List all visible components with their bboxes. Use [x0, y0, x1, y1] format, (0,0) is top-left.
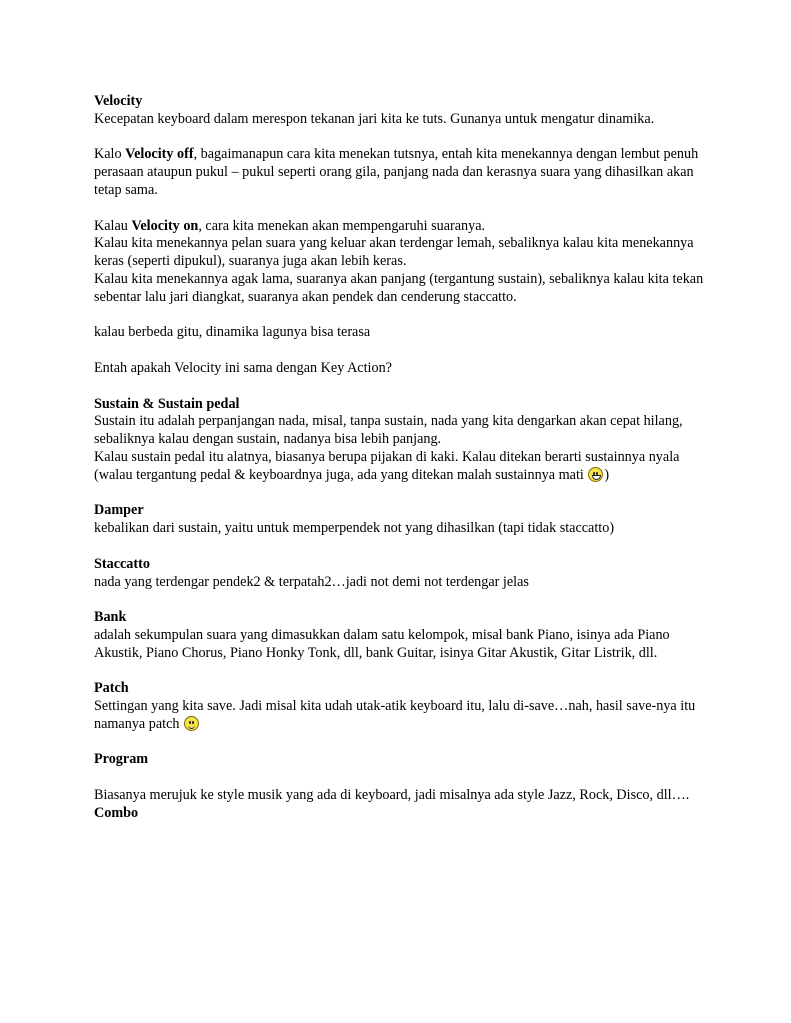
staccatto-definition: nada yang terdengar pendek2 & terpatah2…jadi not demi not terdengar jelas [94, 573, 529, 590]
sustain-definition: Sustain itu adalah perpanjangan nada, misal, tanpa sustain, nada yang kita dengarkan akan cepat hilang, sebaliknya kalau dengan sustain, nadanya bisa lebih panjang. [94, 413, 683, 448]
section-damper [94, 502, 704, 538]
heading-program: Program [94, 751, 149, 768]
heading-damper: Damper [94, 502, 144, 519]
velocity-off-paragraph [94, 146, 704, 199]
text-run: , cara kita menekan akan mempengaruhi suaranya. [198, 217, 486, 234]
laughing-smiley-icon [588, 467, 603, 482]
heading-bank: Bank [94, 609, 127, 626]
velocity-on-paragraph [94, 218, 704, 307]
velocity-on-soft-hard: Kalau kita menekannya pelan suara yang keluar akan terdengar lemah, sebaliknya kalau kita menekannya keras (seperti dipukul), suaranya juga akan lebih keras. [94, 235, 694, 270]
section-patch [94, 680, 704, 733]
section-sustain [94, 396, 704, 485]
text-run: Kalau [94, 217, 132, 234]
heading-combo: Combo [94, 804, 139, 821]
text-run: Kalo [94, 146, 126, 163]
paragraph: kalau berbeda gitu, dinamika lagunya bisa terasa [94, 324, 371, 341]
heading-staccatto: Staccatto [94, 555, 150, 572]
heading-patch: Patch [94, 680, 129, 697]
velocity-off-label: Velocity off [125, 146, 194, 163]
text-run: Settingan yang kita save. Jadi misal kita udah utak-atik keyboard itu, lalu di-save…nah, hasil save-nya itu namanya patch [94, 698, 696, 732]
heading-sustain: Sustain & Sustain pedal [94, 395, 240, 412]
text-run: ) [604, 466, 610, 483]
section-staccatto [94, 556, 704, 592]
velocity-on-long-short: Kalau kita menekannya agak lama, suaranya akan panjang (tergantung sustain), sebaliknya kalau kita tekan sebentar lalu jari diangkat, suaranya akan pendek dan cenderung staccatto. [94, 270, 704, 305]
patch-definition [94, 698, 704, 734]
velocity-key-action-question [94, 360, 704, 378]
velocity-dynamics-note [94, 324, 704, 342]
program-definition: Biasanya merujuk ke style musik yang ada di keyboard, jadi misalnya ada style Jazz, Rock, Disco, dll…. [94, 787, 690, 804]
text-run: , bagaimanapun cara kita menekan tutsnya, entah kita menekannya dengan lembut penuh perasaan ataupun pukul – pukul seperti orang gila, panjang nada dan kerasnya suara yang dihasilkan akan tetap sama. [94, 146, 699, 198]
document-body [94, 93, 704, 823]
heading-velocity: Velocity [94, 93, 143, 109]
smiley-icon [184, 716, 199, 731]
sustain-pedal-text [94, 449, 704, 485]
program-definition-block [94, 787, 704, 823]
paragraph: Entah apakah Velocity ini sama dengan Key Action? [94, 359, 392, 376]
section-bank [94, 609, 704, 662]
section-velocity [94, 93, 704, 129]
text-run: Kalau sustain pedal itu alatnya, biasanya berupa pijakan di kaki. Kalau ditekan berarti sustainnya nyala (walau tergantung pedal & keyboardnya juga, ada yang ditekan malah sustainnya mati [94, 448, 680, 483]
velocity-on-label: Velocity on [131, 217, 199, 234]
velocity-definition: Kecepatan keyboard dalam merespon tekanan jari kita ke tuts. Gunanya untuk mengatur dinamika. [94, 110, 655, 127]
section-program [94, 751, 704, 769]
bank-definition: adalah sekumpulan suara yang dimasukkan dalam satu kelompok, misal bank Piano, isinya ada Piano Akustik, Piano Chorus, Piano Honky Tonk, dll, bank Guitar, isinya Gitar Akustik, Gitar Listrik, dll. [94, 626, 670, 661]
damper-definition: kebalikan dari sustain, yaitu untuk memperpendek not yang dihasilkan (tapi tidak staccatto) [94, 520, 615, 537]
